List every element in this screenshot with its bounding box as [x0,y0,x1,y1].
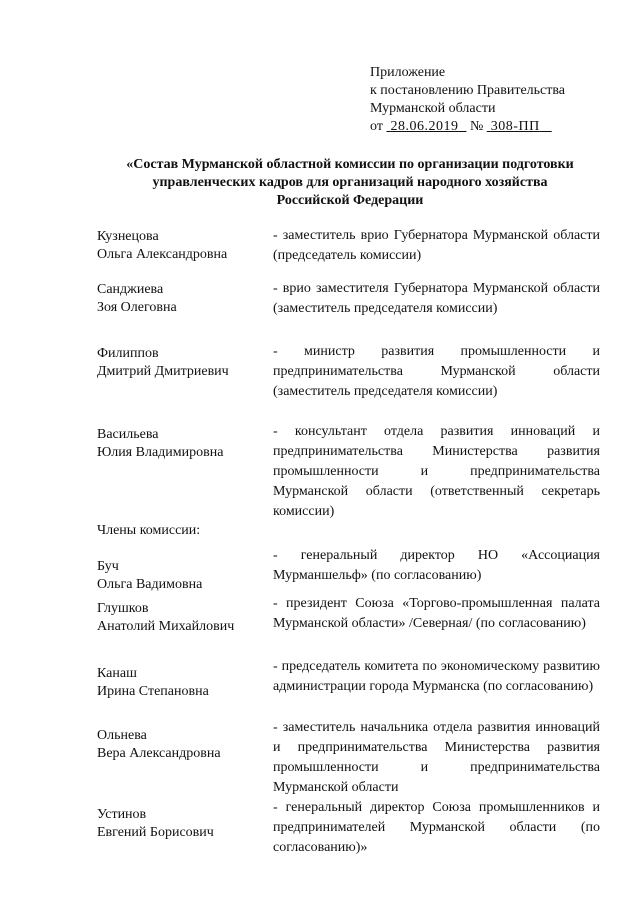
role-description: - врио заместителя Губернатора Мурманской области (заместитель председателя комиссии) [273,281,600,316]
surname: Буч [97,559,119,574]
given-names: Зоя Олеговна [97,300,177,315]
person-name [97,345,272,381]
resolution-date: 28.06.2019 [390,119,459,134]
surname: Ольнева [97,728,147,743]
surname: Санджиева [97,282,164,297]
document-title [80,156,620,210]
given-names: Юлия Владимировна [97,445,224,460]
role-description: - министр развития промышленности и предпринимательства Мурманской области (заместитель председателя комиссии) [273,344,600,399]
title-line-3: Российской Федерации [276,193,424,208]
person-name [97,600,272,636]
resolution-number: 308-ПП [490,119,540,134]
appendix-resolution-line: к постановлению Правительства [370,83,566,98]
role-description: - президент Союза «Торгово-промышленная палата Мурманской области» /Северная/ (по согласованию) [273,596,600,631]
role-description: - генеральный директор НО «Ассоциация Мурманшельф» (по согласованию) [273,548,600,583]
role-description: - заместитель врио Губернатора Мурманской области (председатель комиссии) [273,228,600,263]
given-names: Ольга Вадимовна [97,577,203,592]
surname: Кузнецова [97,229,159,244]
appendix-label: Приложение [370,65,446,80]
role-description: - заместитель начальника отдела развития инноваций и предпринимательства Министерства развития промышленности и предпринимательства Мурманской области [273,720,600,795]
date-prefix: от [370,119,383,134]
appendix-date-line [370,118,565,136]
role-description: - генеральный директор Союза промышленников и предпринимателей Мурманской области (по согласованию)» [273,800,600,855]
person-name [97,281,272,317]
person-name [97,665,272,701]
given-names: Евгений Борисович [97,825,214,840]
surname: Канаш [97,666,137,681]
given-names: Анатолий Михайлович [97,619,235,634]
appendix-region-line: Мурманской области [370,101,496,116]
person-name [97,558,272,594]
surname: Глушков [97,601,149,616]
title-line-1: «Состав Мурманской областной комиссии по организации подготовки [126,157,574,172]
title-line-2: управленческих кадров для организаций народного хозяйства [152,175,548,190]
surname: Филиппов [97,346,159,361]
given-names: Ольга Александровна [97,247,228,262]
given-names: Дмитрий Дмитриевич [97,364,229,379]
given-names: Вера Александровна [97,746,221,761]
members-heading: Члены комиссии: [97,523,201,538]
appendix-header [370,64,565,136]
surname: Васильева [97,427,159,442]
person-name [97,228,272,264]
person-name [97,727,272,763]
person-name [97,426,272,462]
number-prefix: № [469,119,484,134]
person-name [97,806,272,842]
surname: Устинов [97,807,147,822]
role-description: - председатель комитета по экономическому развитию администрации города Мурманска (по согласованию) [273,659,600,694]
role-description: - консультант отдела развития инноваций и предпринимательства Министерства развития промышленности и предпринимательства Мурманской области (ответственный секретарь комиссии) [273,424,600,519]
given-names: Ирина Степановна [97,684,209,699]
